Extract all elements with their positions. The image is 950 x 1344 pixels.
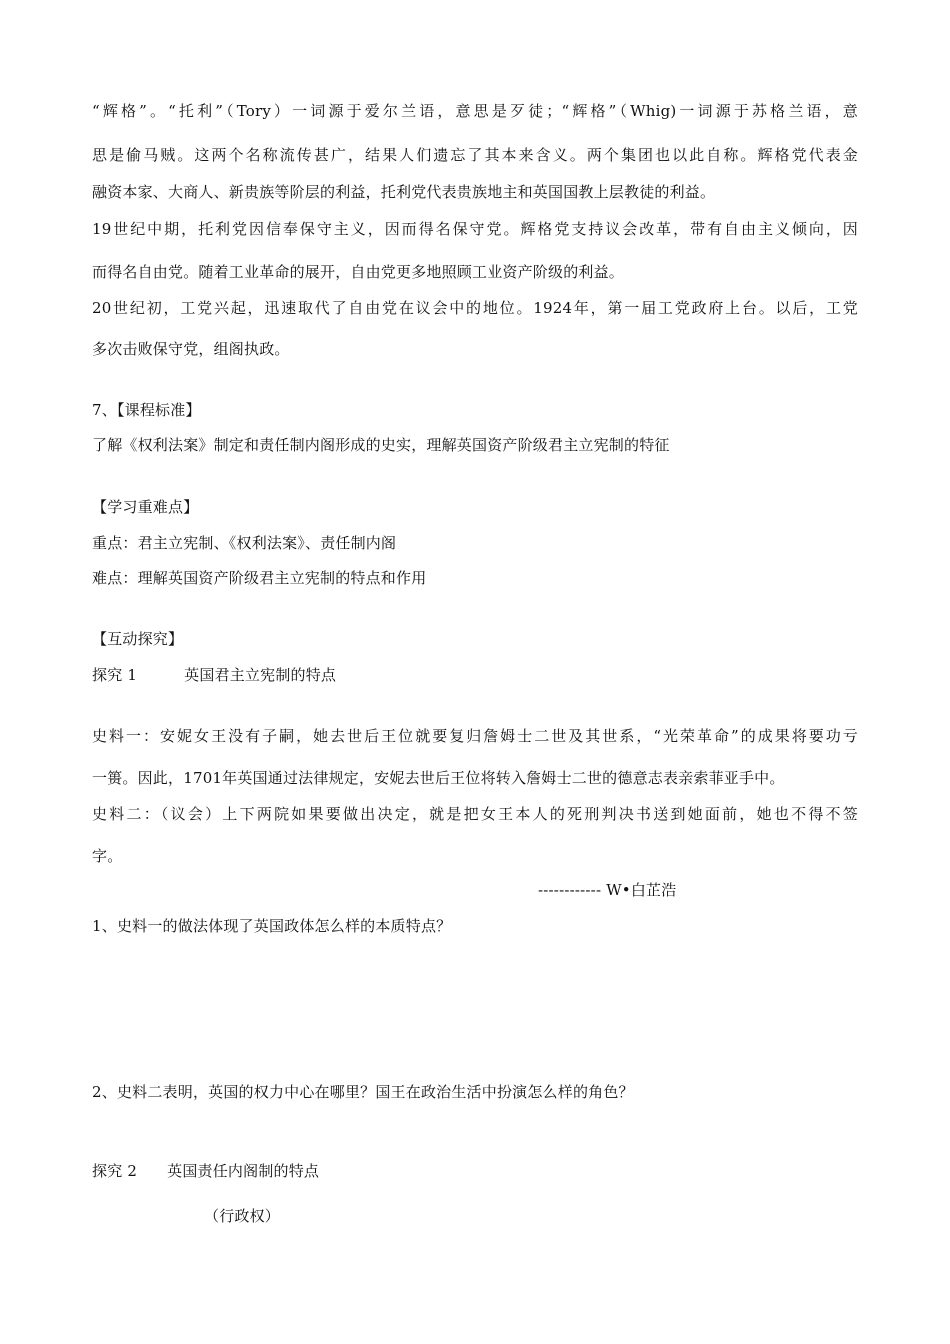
intro-line-3: 融资本家、大商人、新贵族等阶层的利益，托利党代表贵族地主和英国国教上层教徒的利益。 [92,183,716,201]
source-attribution: ------------ W•白芷浩 [538,881,677,899]
inquiry1-heading [92,665,336,685]
intro-line-5: 而得名自由党。随着工业革命的展开，自由党更多地照顾工业资产阶级的利益。 [92,263,625,281]
inquiry1-title: 英国君主立宪制的特点 [184,666,337,684]
inquiry2-heading [92,1161,319,1181]
intro-line-7: 多次击败保守党，组阁执政。 [92,340,290,358]
standard-heading: 7、【课程标准】 [92,401,201,419]
intro-line-1: “辉格”。“托利”（Tory）一词源于爱尔兰语，意思是歹徒；“辉格”（Whig)一词源于苏格兰语，意 [92,102,858,120]
inquiry-heading: 【互动探究】 [92,630,184,648]
question-2: 2、史料二表明，英国的权力中心在哪里？国王在政治生活中扮演怎么样的角色？ [92,1083,634,1101]
question-1: 1、史料一的做法体现了英国政体怎么样的本质特点？ [92,917,452,935]
source2-line-2: 字。 [92,847,123,865]
keypoints-difficulty: 难点：理解英国资产阶级君主立宪制的特点和作用 [92,569,427,587]
source1-line-1: 史料一：安妮女王没有子嗣，她去世后王位就要复归詹姆士二世及其世系，“光荣革命”的成果将要功亏 [92,727,858,745]
standard-text: 了解《权利法案》制定和责任制内阁形成的史实，理解英国资产阶级君主立宪制的特征 [92,436,670,454]
inquiry2-label: 探究 2 [92,1162,138,1180]
executive-power-label: （行政权） [204,1207,281,1225]
intro-line-6: 20世纪初，工党兴起，迅速取代了自由党在议会中的地位。1924年，第一届工党政府上台。以后，工党 [92,299,858,317]
inquiry1-label: 探究 1 [92,666,138,684]
source1-line-2: 一篑。因此，1701年英国通过法律规定，安妮去世后王位将转入詹姆士二世的德意志表亲索菲亚手中。 [92,769,785,787]
intro-line-2: 思是偷马贼。这两个名称流传甚广，结果人们遗忘了其本来含义。两个集团也以此自称。辉格党代表金 [92,146,858,164]
source2-line-1: 史料二：（议会）上下两院如果要做出决定，就是把女王本人的死刑判决书送到她面前，她也不得不签 [92,805,858,823]
inquiry2-title: 英国责任内阁制的特点 [167,1162,320,1180]
keypoints-focus: 重点：君主立宪制、《权利法案》、责任制内阁 [92,534,397,552]
intro-line-4: 19世纪中期，托利党因信奉保守主义，因而得名保守党。辉格党支持议会改革，带有自由主义倾向，因 [92,220,858,238]
keypoints-heading: 【学习重难点】 [92,498,199,516]
